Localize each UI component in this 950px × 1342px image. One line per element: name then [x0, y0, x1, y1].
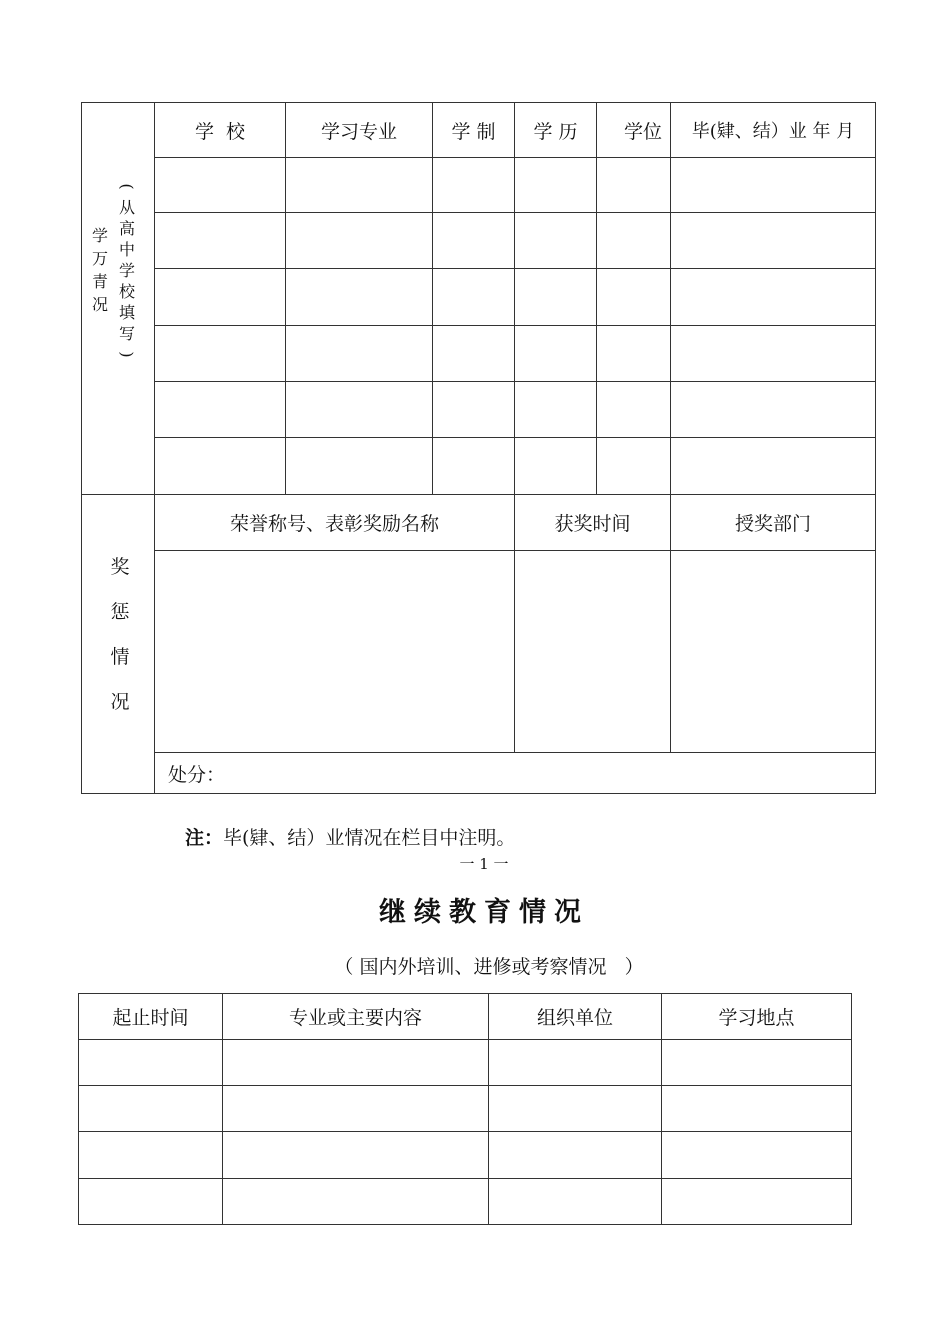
note-char: 校	[118, 282, 135, 301]
continuing-entry-row[interactable]	[79, 1040, 851, 1085]
continuing-entry-row[interactable]	[79, 1086, 851, 1131]
header-record: 学 历	[533, 120, 578, 143]
continuing-entry-row[interactable]	[79, 1132, 851, 1178]
note-char: (	[117, 183, 137, 190]
education-entry-row[interactable]	[155, 213, 875, 268]
header-school: 学 校	[194, 120, 246, 143]
header-location: 学习地点	[718, 1007, 795, 1029]
header-period: 起止时间	[112, 1007, 189, 1029]
awards-label-char: 况	[110, 691, 130, 713]
header-content: 专业或主要内容	[288, 1007, 422, 1029]
header-award-name: 荣誉称号、表彰奖励名称	[229, 513, 439, 535]
header-major: 学习专业	[320, 120, 397, 143]
punishment-field[interactable]	[240, 753, 875, 793]
page-number: 一 1 一	[459, 855, 509, 873]
education-label-char: 万	[91, 249, 108, 268]
note-char: 学	[118, 261, 135, 280]
continuing-subtitle: （ 国内外培训、进修或考察情况 ）	[334, 956, 644, 978]
punishment-label: 处分：	[168, 763, 226, 786]
note-char: 填	[118, 303, 135, 322]
education-entry-row[interactable]	[155, 158, 875, 212]
header-degree: 学位	[623, 120, 662, 143]
header-award-time: 获奖时间	[554, 513, 631, 535]
education-entry-row[interactable]	[155, 382, 875, 437]
note-char: 写	[118, 324, 135, 343]
header-system: 学 制	[451, 120, 496, 143]
awards-label-char: 惩	[110, 601, 130, 623]
header-graduation: 毕(肄、结）业 年 月	[691, 121, 855, 142]
education-label-char: 况	[91, 295, 108, 314]
footnote	[185, 823, 515, 850]
education-entry-row[interactable]	[155, 326, 875, 381]
note-char: 从	[118, 198, 135, 217]
continuing-title: 继续教育情况	[379, 897, 589, 928]
award-time-field[interactable]	[515, 551, 670, 752]
note-char: )	[117, 351, 137, 358]
note-char: 高	[118, 219, 135, 238]
education-section-label	[88, 224, 112, 316]
header-award-dept: 授奖部门	[734, 513, 811, 535]
footnote-text: 毕(肄、结）业情况在栏目中注明。	[223, 827, 516, 849]
awards-label-char: 奖	[110, 556, 130, 578]
education-label-char: 学	[91, 226, 108, 245]
note-char: 中	[118, 240, 135, 259]
education-entry-row[interactable]	[155, 269, 875, 325]
education-entry-row[interactable]	[155, 438, 875, 494]
continuing-entry-row[interactable]	[79, 1179, 851, 1224]
awards-label-char: 情	[110, 646, 130, 668]
award-name-field[interactable]	[155, 551, 514, 752]
education-label-char: 青	[91, 272, 108, 291]
education-section-note	[115, 176, 139, 365]
header-organizer: 组织单位	[536, 1007, 613, 1029]
award-dept-field[interactable]	[671, 551, 875, 752]
footnote-prefix: 注：	[185, 827, 224, 849]
awards-section-label	[105, 545, 135, 725]
